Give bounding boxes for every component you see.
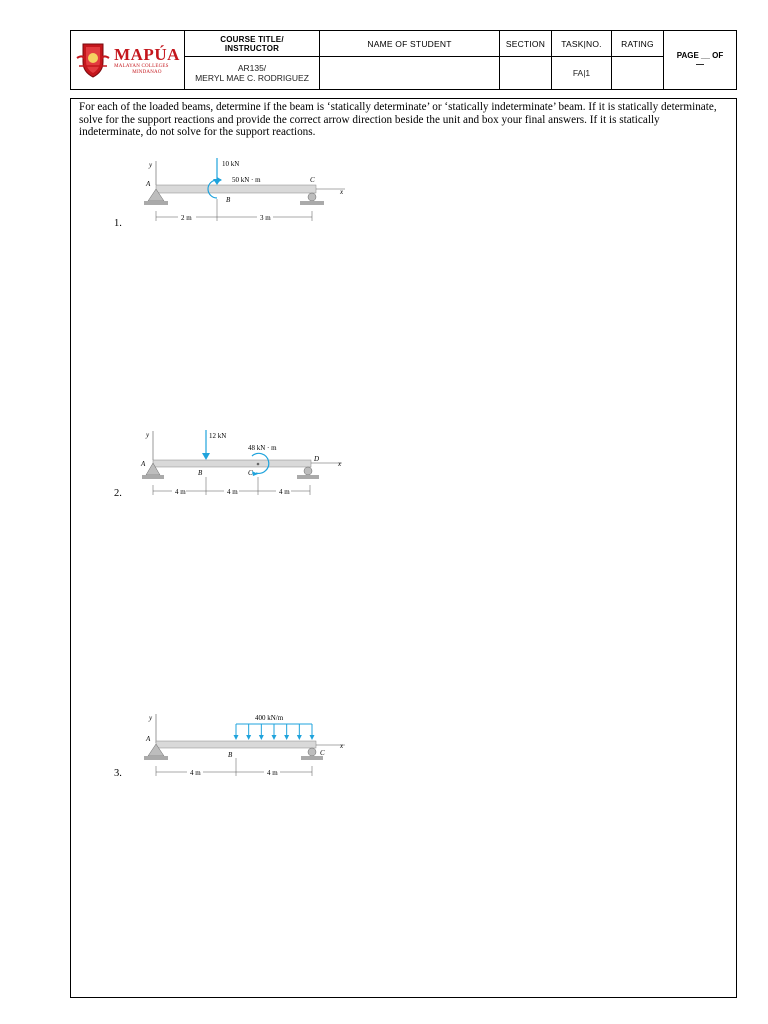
- fig2-label-A: A: [141, 460, 146, 468]
- fig1-dim-1: 2 m: [181, 214, 192, 222]
- fig1-label-A: A: [146, 180, 151, 188]
- fig2-ground-A: [142, 475, 164, 479]
- fig3-label-B: B: [228, 751, 233, 759]
- logo-subtitle: MALAYAN COLLEGES: [114, 63, 169, 69]
- task-no-caption: TASK|NO.: [552, 31, 612, 57]
- fig1-ground-A: [144, 201, 168, 205]
- course-instructor-value: [185, 57, 320, 90]
- student-name-field[interactable]: [320, 57, 500, 90]
- fig1-x-label: x: [340, 188, 344, 196]
- fig1-label-B: B: [226, 196, 231, 204]
- beam-figure-1: [140, 155, 350, 230]
- instructions: For each of the loaded beams, determine if the beam is ‘statically determinate’ or ‘statically indeterminate’ beam. If it is statically determinate, solve for the support reactions and provide the correct arrow direction beside the unit and box your final answers. If it is statically indeterminate, do not solve for the support reactions.: [79, 101, 717, 139]
- fig2-label-B: B: [198, 469, 203, 477]
- fig2-label-C: C: [248, 469, 253, 477]
- beam-figure-3: [140, 708, 350, 783]
- course-title-caption-line1: COURSE TITLE/: [220, 34, 284, 44]
- fig1-dim-2: 3 m: [260, 214, 271, 222]
- section-field[interactable]: [500, 57, 552, 90]
- answer-frame: [70, 98, 737, 998]
- rating-field[interactable]: [612, 57, 664, 90]
- beam-figure-2: [140, 425, 350, 500]
- fig2-ground-D: [297, 475, 319, 479]
- fig3-x-label: x: [340, 742, 344, 750]
- fig2-dim-3: 4 m: [279, 488, 290, 496]
- fig1-moment-label: 50 kN · m: [232, 176, 261, 184]
- fig3-load-label: 400 kN/m: [255, 714, 284, 722]
- fig3-dim-2: 4 m: [267, 769, 278, 777]
- fig2-moment-label: 48 kN · m: [248, 444, 277, 452]
- logo-cell: [71, 31, 185, 90]
- course-code: AR135/: [237, 63, 267, 73]
- shield-icon: [75, 40, 111, 80]
- course-title-caption-line2: INSTRUCTOR: [224, 43, 280, 53]
- page-total: —: [696, 60, 704, 69]
- course-title-caption: [185, 31, 320, 57]
- fig1-roller-support: [308, 193, 316, 201]
- fig2-beam: [153, 460, 311, 467]
- fig2-y-label: y: [146, 431, 150, 439]
- fig2-force-label: 12 kN: [209, 432, 227, 440]
- fig1-y-label: y: [149, 161, 153, 169]
- fig1-label-C: C: [310, 176, 315, 184]
- fig1-ground-C: [300, 201, 324, 205]
- section-caption: SECTION: [500, 31, 552, 57]
- rating-caption: RATING: [612, 31, 664, 57]
- logo-wordmark: MAPÚA: [114, 44, 180, 64]
- problem-number-1: 1.: [114, 218, 122, 229]
- problem-number-3: 3.: [114, 768, 122, 779]
- fig3-beam: [156, 741, 316, 748]
- fig2-x-label: x: [338, 460, 342, 468]
- task-no-value: FA|1: [552, 57, 612, 90]
- fig2-dim-1: 4 m: [175, 488, 186, 496]
- problem-number-2: 2.: [114, 488, 122, 499]
- instructor-name: MERYL MAE C. RODRIGUEZ: [195, 73, 309, 83]
- fig2-dim-2: 4 m: [227, 488, 238, 496]
- fig2-label-D: D: [314, 455, 320, 463]
- page-caption: PAGE __ OF: [676, 51, 724, 60]
- fig3-roller-support: [308, 748, 316, 756]
- school-logo: [73, 40, 182, 80]
- header-table: [70, 30, 737, 90]
- fig3-label-A: A: [146, 735, 151, 743]
- fig1-beam: [156, 185, 316, 193]
- fig3-label-C: C: [320, 749, 325, 757]
- fig3-dim-1: 4 m: [190, 769, 201, 777]
- fig3-ground-A: [144, 756, 168, 760]
- fig1-force-label: 10 kN: [222, 160, 240, 168]
- fig2-roller-support: [304, 467, 312, 475]
- page-cell: [664, 31, 737, 90]
- fig3-y-label: y: [149, 714, 153, 722]
- logo-subtitle-2: MINDANAO: [132, 69, 162, 75]
- student-name-caption: NAME OF STUDENT: [320, 31, 500, 57]
